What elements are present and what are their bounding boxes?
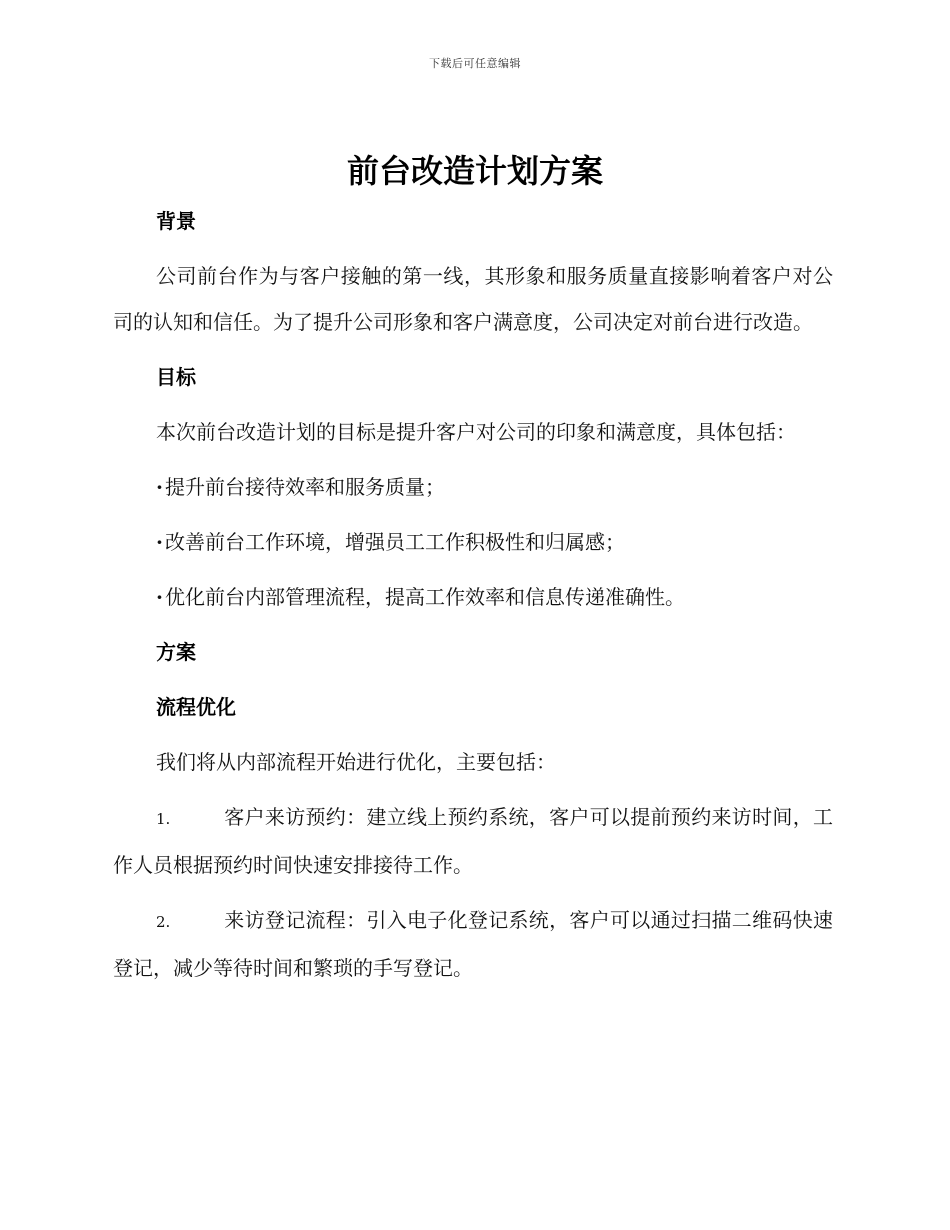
numbered-list-item (113, 794, 833, 888)
document-title: 前台改造计划方案 (346, 152, 603, 190)
bullet-icon: · (156, 585, 163, 609)
plan-intro-paragraph: 我们将从内部流程开始进行优化，主要包括： (156, 750, 556, 774)
section-heading-goal: 目标 (156, 365, 196, 389)
document-body (113, 198, 833, 1000)
background-paragraph: 公司前台作为与客户接触的第一线，其形象和服务质量直接影响着客户对公司的认知和信任。为了提升公司形象和客户满意度，公司决定对前台进行改造。 (113, 264, 833, 334)
list-number: 1. (156, 810, 171, 828)
numbered-list-item (113, 897, 833, 991)
section-heading-plan: 方案 (156, 640, 196, 664)
page-header-note: 下载后可任意编辑 (429, 57, 521, 70)
goal-bullet-text: 提升前台接待效率和服务质量； (164, 475, 445, 499)
subsection-heading-process: 流程优化 (156, 695, 236, 719)
bullet-icon: · (156, 475, 163, 499)
list-item-text: 来访登记流程：引入电子化登记系统，客户可以通过扫描二维码快速登记，减少等待时间和繁琐的手写登记。 (113, 908, 833, 980)
bullet-icon: · (156, 530, 163, 554)
list-item-text: 客户来访预约：建立线上预约系统，客户可以提前预约来访时间，工作人员根据预约时间快速安排接待工作。 (113, 805, 833, 877)
goal-bullet-item (113, 464, 833, 510)
goal-bullet-item (113, 519, 833, 565)
goal-bullet-text: 优化前台内部管理流程，提高工作效率和信息传递准确性。 (164, 585, 685, 609)
list-number: 2. (156, 913, 171, 931)
goal-bullet-text: 改善前台工作环境，增强员工工作积极性和归属感； (164, 530, 625, 554)
goal-bullet-item (113, 574, 833, 620)
section-heading-background: 背景 (156, 209, 196, 233)
goal-intro-paragraph: 本次前台改造计划的目标是提升客户对公司的印象和满意度，具体包括： (156, 420, 796, 444)
